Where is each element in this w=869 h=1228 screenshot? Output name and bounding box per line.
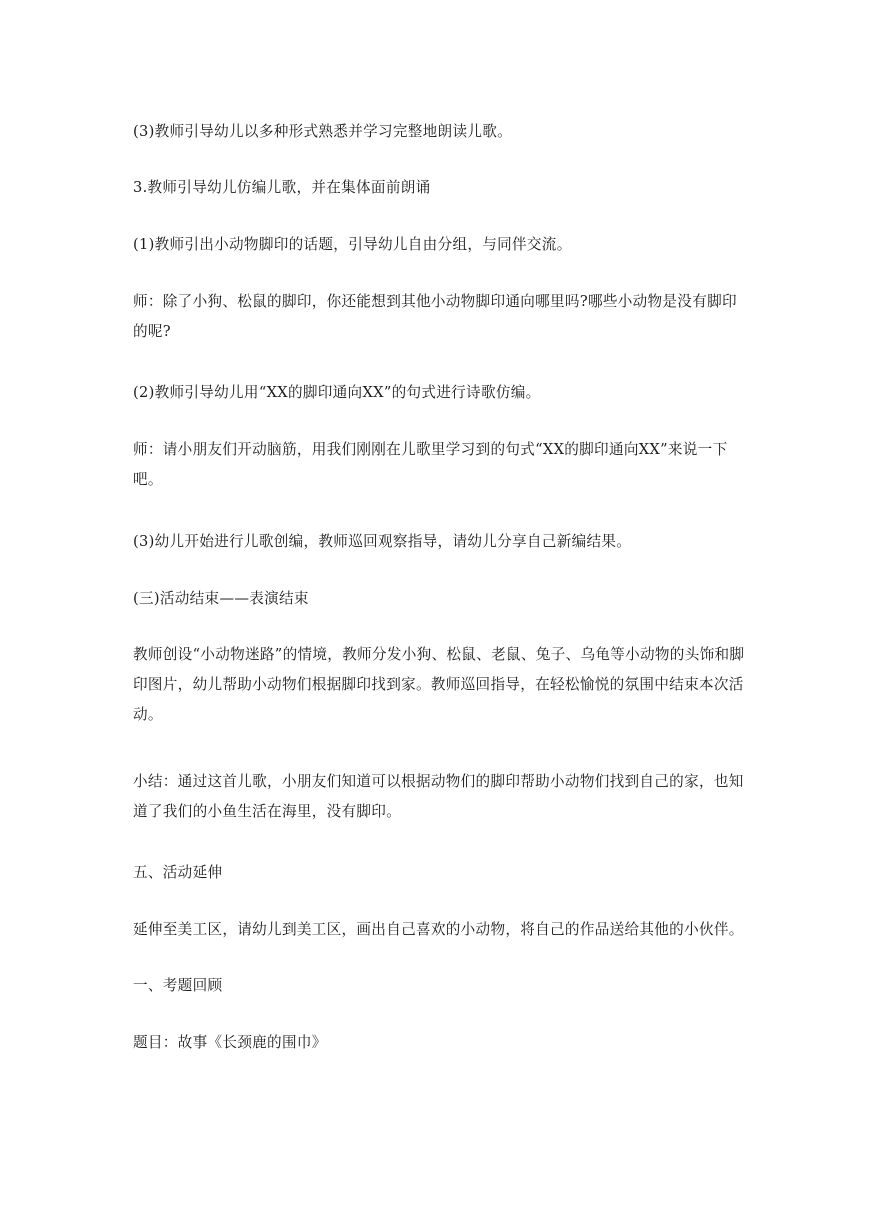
paragraph-teacher-prompt: 师：请小朋友们开动脑筋，用我们刚刚在儿歌里学习到的句式“XX的脚印通向XX”来说一下吧。 <box>133 441 728 488</box>
paragraph-sentence-pattern: (2)教师引导幼儿用“XX的脚印通向XX”的句式进行诗歌仿编。 <box>133 384 541 401</box>
section-heading-activity-end: (三)活动结束——表演结束 <box>133 590 309 607</box>
paragraph-children-create: (3)幼儿开始进行儿歌创编，教师巡回观察指导，请幼儿分享自己新编结果。 <box>133 533 632 550</box>
paragraph-summary: 小结：通过这首儿歌，小朋友们知道可以根据动物们的脚印帮助小动物们找到自己的家，也知道了我们的小鱼生活在海里，没有脚印。 <box>133 773 744 820</box>
section-heading-extension: 五、活动延伸 <box>133 864 223 881</box>
paragraph-topic-title: 题目：故事《长颈鹿的围巾》 <box>133 1034 327 1051</box>
section-heading-exam-review: 一、考题回顾 <box>133 977 223 994</box>
paragraph-lost-animals: 教师创设“小动物迷路”的情境，教师分发小狗、松鼠、老鼠、兔子、乌龟等小动物的头饰和脚印图片，幼儿帮助小动物们根据脚印找到家。教师巡回指导，在轻松愉悦的氛围中结束本次活动。 <box>133 646 745 723</box>
paragraph-teacher-question: 师：除了小狗、松鼠的脚印，你还能想到其他小动物脚印通向哪里吗?哪些小动物是没有脚印的呢? <box>133 293 737 340</box>
paragraph-footprint-topic: (1)教师引出小动物脚印的话题，引导幼儿自由分组，与同伴交流。 <box>133 236 572 253</box>
paragraph-art-area: 延伸至美工区，请幼儿到美工区，画出自己喜欢的小动物，将自己的作品送给其他的小伙伴。 <box>133 921 744 938</box>
section-heading-imitation: 3.教师引导幼儿仿编儿歌，并在集体面前朗诵 <box>133 179 431 196</box>
paragraph-reading-practice: (3)教师引导幼儿以多种形式熟悉并学习完整地朗读儿歌。 <box>133 123 513 140</box>
